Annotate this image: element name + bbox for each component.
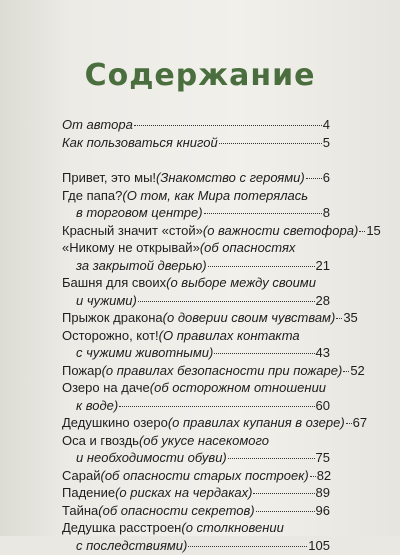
- toc-entry[interactable]: [62, 170, 330, 188]
- leader-dots: [214, 353, 314, 354]
- page-number: 43: [315, 345, 330, 360]
- page-number: 96: [315, 502, 330, 518]
- entry-subtitle: (о важности светофора): [202, 222, 359, 238]
- toc-entry[interactable]: [62, 188, 330, 223]
- page-number: 89: [315, 485, 330, 500]
- entry-title: Дедушкино озеро: [62, 415, 168, 430]
- leader-dots: [306, 178, 322, 179]
- leader-dots: [208, 266, 315, 267]
- entry-title: Красный значит «стой»: [62, 222, 203, 238]
- entry-title: Падение: [62, 485, 116, 500]
- leader-dots: [310, 476, 316, 477]
- entry-subtitle-cont: за закрытой дверью): [76, 257, 207, 273]
- table-of-contents: [62, 117, 381, 555]
- toc-entry[interactable]: [62, 520, 330, 555]
- entry-subtitle: (об опасностях: [199, 240, 296, 255]
- page-number: 67: [352, 415, 368, 430]
- entry-subtitle-cont: в торговом центре): [76, 205, 203, 220]
- page-number: 4: [322, 117, 330, 132]
- toc-entry[interactable]: [62, 433, 330, 468]
- toc-entry[interactable]: [62, 485, 330, 503]
- entry-subtitle: (о рисках на чердаках): [115, 485, 253, 500]
- leader-dots: [253, 493, 314, 494]
- toc-entry[interactable]: [62, 503, 330, 521]
- toc-entry[interactable]: [62, 468, 330, 486]
- toc-entry[interactable]: [62, 415, 368, 433]
- leader-dots: [219, 143, 322, 144]
- entry-subtitle-cont: к воде): [76, 397, 119, 413]
- page-number: 52: [350, 362, 365, 378]
- page-number: 8: [322, 205, 330, 220]
- entry-subtitle: (о правилах купания в озере): [167, 415, 345, 430]
- entry-subtitle-cont: с чужими животными): [76, 345, 214, 360]
- toc-entry[interactable]: [62, 117, 330, 135]
- entry-subtitle: (о доверии своим чувствам): [162, 310, 336, 325]
- leader-dots: [346, 423, 352, 424]
- toc-entry[interactable]: [62, 135, 330, 153]
- entry-title: Пожар: [62, 362, 102, 378]
- entry-title: Где папа?: [62, 187, 123, 203]
- page-number: 105: [308, 537, 330, 553]
- entry-title: «Никому не открывай»: [62, 240, 200, 255]
- page-number: 5: [322, 134, 330, 150]
- entry-subtitle-cont: и чужими): [76, 292, 137, 308]
- leader-dots: [138, 301, 315, 302]
- entry-subtitle: (об осторожном отношении: [149, 380, 327, 395]
- toc-entry[interactable]: [62, 380, 330, 415]
- entry-title: Оса и гвоздь: [62, 432, 139, 448]
- entry-title: Башня для своих: [62, 275, 167, 290]
- leader-dots: [256, 511, 315, 512]
- page-title: Содержание: [84, 58, 316, 93]
- toc-entry[interactable]: [62, 362, 365, 381]
- leader-dots: [343, 371, 349, 372]
- leader-dots: [228, 458, 315, 459]
- leader-dots: [336, 318, 342, 319]
- leader-dots: [359, 231, 365, 232]
- entry-title: Дедушка расстроен: [62, 520, 182, 535]
- entry-subtitle: (об укусе насекомого: [138, 432, 270, 448]
- entry-subtitle: (об опасности секретов): [98, 502, 255, 518]
- entry-title: От автора: [62, 117, 133, 132]
- entry-subtitle: (о правилах безопасности при пожаре): [101, 362, 343, 378]
- entry-subtitle: (о выборе между своими: [166, 275, 316, 290]
- toc-entry[interactable]: [62, 310, 358, 328]
- leader-dots: [134, 125, 322, 126]
- entry-subtitle: (Знакомство с героями): [156, 170, 305, 185]
- entry-title: Тайна: [62, 502, 99, 518]
- section-gap: [62, 152, 330, 170]
- entry-subtitle: (О том, как Мира потерялась: [122, 187, 309, 203]
- toc-entry[interactable]: [62, 275, 330, 310]
- page-number: 28: [315, 292, 330, 308]
- toc-entry[interactable]: [62, 328, 330, 363]
- entry-subtitle-cont: с последствиями): [76, 537, 188, 553]
- entry-subtitle: (о столкновении: [181, 520, 284, 535]
- leader-dots: [204, 213, 322, 214]
- entry-title: Прыжок дракона: [62, 310, 163, 325]
- page-number: 6: [322, 170, 330, 185]
- entry-title: Осторожно, кот!: [62, 327, 159, 343]
- entry-title: Сарай: [62, 467, 101, 483]
- entry-title: Озеро на даче: [62, 380, 150, 395]
- entry-subtitle: (О правилах контакта: [158, 327, 300, 343]
- entry-title: Как пользоваться книгой: [62, 134, 218, 150]
- page-number: 35: [343, 310, 358, 325]
- leader-dots: [119, 406, 314, 407]
- page-number: 82: [316, 467, 332, 483]
- page-number: 21: [315, 257, 330, 273]
- entry-subtitle: (об опасности старых построек): [100, 467, 309, 483]
- entry-title: Привет, это мы!: [62, 170, 157, 185]
- page-number: 60: [315, 397, 330, 413]
- entry-subtitle-cont: и необходимости обуви): [76, 450, 227, 465]
- page-number: 75: [315, 450, 330, 465]
- page-number: 15: [366, 222, 381, 238]
- leader-dots: [188, 546, 307, 547]
- toc-entry[interactable]: [62, 240, 330, 275]
- toc-entry[interactable]: [62, 222, 381, 241]
